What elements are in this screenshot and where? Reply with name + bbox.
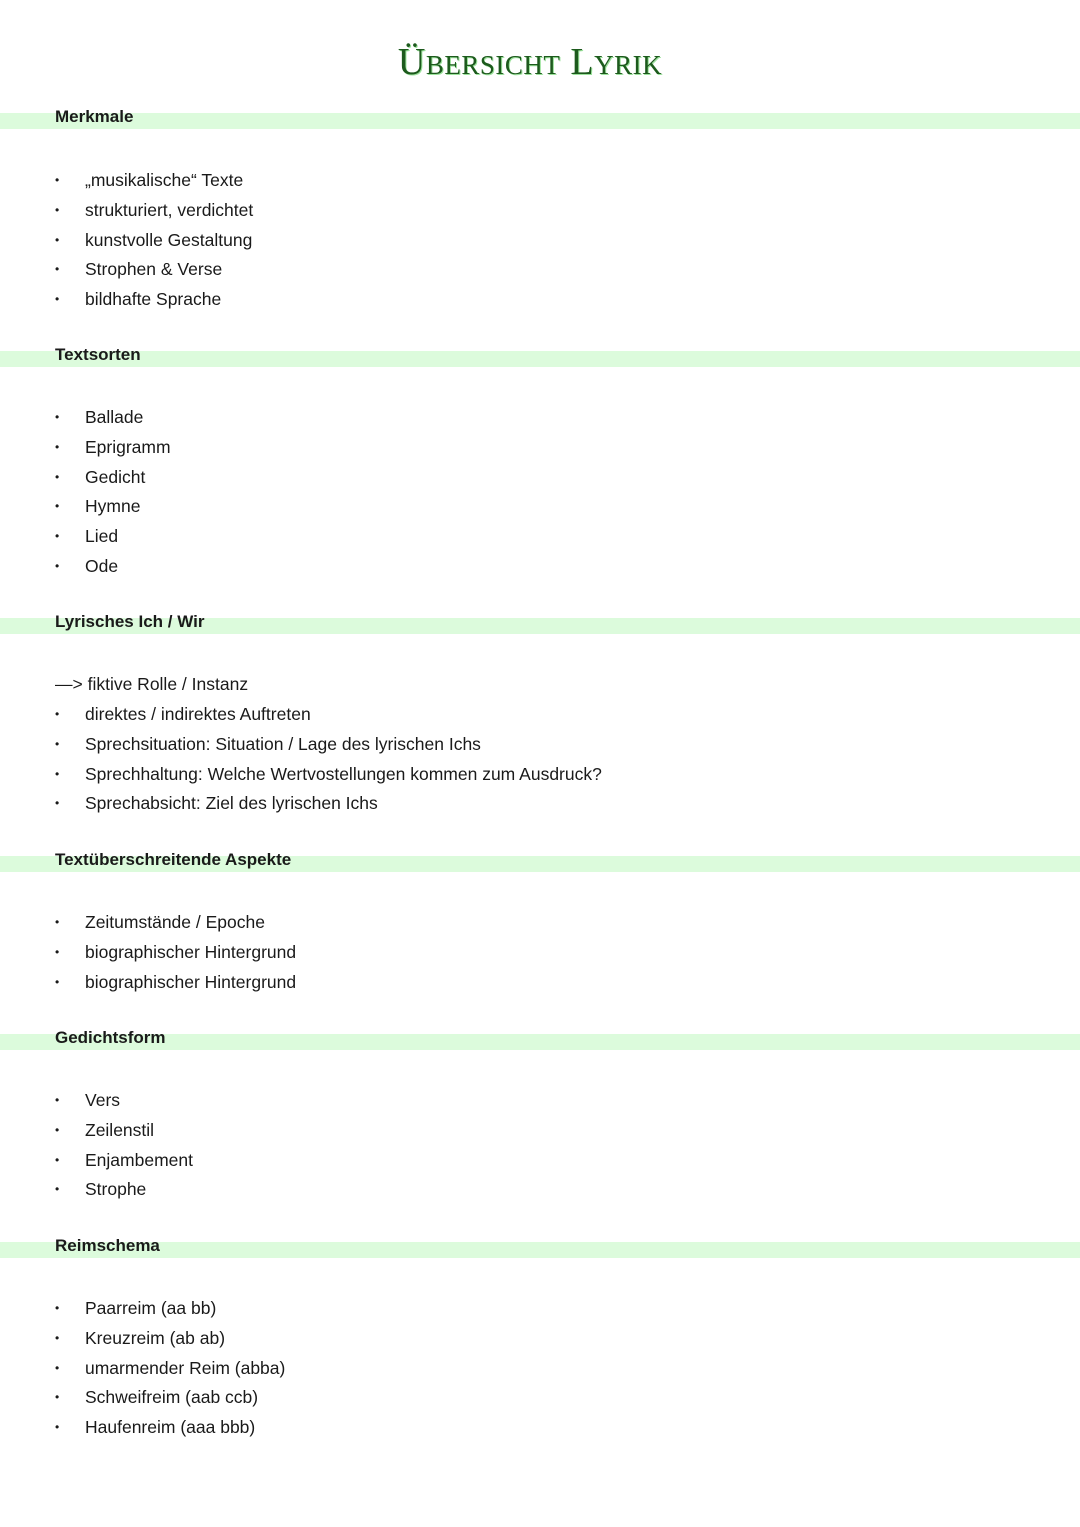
bullet-icon: • xyxy=(55,1390,60,1405)
bullet-icon: • xyxy=(55,1330,60,1345)
section-lyrisches-ich xyxy=(0,612,1080,814)
bullet-icon: • xyxy=(55,262,60,277)
section-band xyxy=(0,107,1080,129)
bullet-icon: • xyxy=(55,499,60,514)
bullet-icon: • xyxy=(55,1152,60,1167)
list-item: • Gedicht xyxy=(0,463,171,493)
section-heading: Merkmale xyxy=(55,107,134,126)
list-item: • Strophe xyxy=(0,1175,193,1205)
list-item: • biographischer Hintergrund xyxy=(0,938,296,968)
arrow-note: —> fiktive Rolle / Instanz xyxy=(55,674,249,694)
bullet-icon: • xyxy=(55,974,60,989)
list-reimschema xyxy=(0,1294,285,1443)
list-item: • bildhafte Sprache xyxy=(0,285,253,315)
section-heading: Textsorten xyxy=(55,345,141,364)
bullet-icon: • xyxy=(55,707,60,721)
list-item: • Paarreim (aa bb) xyxy=(0,1294,285,1324)
bullet-icon: • xyxy=(55,232,60,247)
page-title: Übersicht Lyrik xyxy=(397,41,663,83)
bullet-icon: • xyxy=(55,736,60,751)
bullet-icon: • xyxy=(55,1301,60,1315)
list-item: • umarmender Reim (abba) xyxy=(0,1354,285,1384)
bullet-icon: • xyxy=(55,469,60,484)
section-band xyxy=(0,345,1080,367)
bullet-icon: • xyxy=(55,796,60,811)
list-item: • Schweifreim (aab ccb) xyxy=(0,1383,285,1413)
list-item: • biographischer Hintergrund xyxy=(0,968,296,998)
bullet-icon: • xyxy=(55,292,60,306)
section-band xyxy=(0,1028,1080,1050)
list-item: • „musikalische“ Texte xyxy=(0,166,253,196)
list-item: • Lied xyxy=(0,522,171,552)
bullet-icon: • xyxy=(55,944,60,959)
list-item: • Ode xyxy=(0,552,171,582)
list-item: • Haufenreim (aaa bbb) xyxy=(0,1413,285,1443)
list-item: • strukturiert, verdichtet xyxy=(0,196,253,226)
bullet-icon: • xyxy=(55,529,60,543)
list-item: • Zeilenstil xyxy=(0,1116,193,1146)
list-item: • Vers xyxy=(0,1086,193,1116)
bullet-icon: • xyxy=(55,766,60,781)
list-lyrisches-ich xyxy=(0,700,602,819)
bullet-icon: • xyxy=(55,173,60,187)
section-heading: Lyrisches Ich / Wir xyxy=(55,612,205,631)
list-item: • Sprechhaltung: Welche Wertvostellungen kommen zum Ausdruck? xyxy=(0,760,602,790)
list-item: • kunstvolle Gestaltung xyxy=(0,226,253,256)
section-textueberschreitende xyxy=(0,850,1080,992)
section-gedichtsform xyxy=(0,1028,1080,1200)
list-item: • Eprigramm xyxy=(0,433,171,463)
section-band xyxy=(0,612,1080,634)
list-item: • Ballade xyxy=(0,403,171,433)
section-heading: Textüberschreitende Aspekte xyxy=(55,850,292,869)
bullet-icon: • xyxy=(55,1420,60,1434)
section-heading: Gedichtsform xyxy=(55,1028,166,1047)
list-item: • Sprechsituation: Situation / Lage des lyrischen Ichs xyxy=(0,730,602,760)
bullet-icon: • xyxy=(55,410,60,424)
list-item: • Sprechabsicht: Ziel des lyrischen Ichs xyxy=(0,789,602,819)
list-item: • Strophen & Verse xyxy=(0,255,253,285)
bullet-icon: • xyxy=(55,1093,60,1107)
bullet-icon: • xyxy=(55,558,60,573)
list-gedichtsform xyxy=(0,1086,193,1205)
section-band xyxy=(0,1236,1080,1258)
bullet-icon: • xyxy=(55,439,60,454)
list-item: • Kreuzreim (ab ab) xyxy=(0,1324,285,1354)
list-item: • Hymne xyxy=(0,492,171,522)
list-textsorten xyxy=(0,403,171,582)
list-textueberschreitende xyxy=(0,908,296,997)
bullet-icon: • xyxy=(55,915,60,929)
section-merkmale xyxy=(0,107,1080,309)
list-item: • Enjambement xyxy=(0,1146,193,1176)
list-item: • Zeitumstände / Epoche xyxy=(0,908,296,938)
section-heading: Reimschema xyxy=(55,1236,160,1255)
section-band xyxy=(0,850,1080,872)
section-textsorten xyxy=(0,345,1080,576)
bullet-icon: • xyxy=(55,1122,60,1137)
bullet-icon: • xyxy=(55,1182,60,1197)
bullet-icon: • xyxy=(55,202,60,217)
list-merkmale xyxy=(0,166,253,315)
list-item: • direktes / indirektes Auftreten xyxy=(0,700,602,730)
section-reimschema xyxy=(0,1236,1080,1437)
bullet-icon: • xyxy=(55,1360,60,1375)
